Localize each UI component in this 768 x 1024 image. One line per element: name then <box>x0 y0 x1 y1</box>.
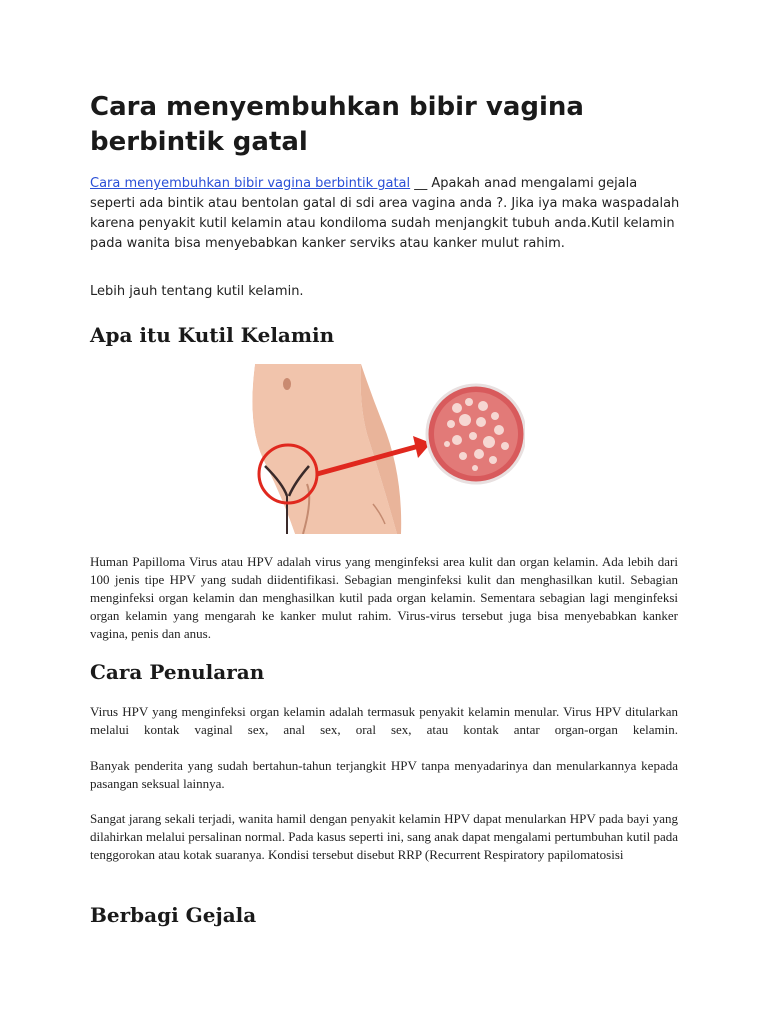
illustration-figure <box>243 364 525 534</box>
paragraph-penularan-1a: Virus HPV yang menginfeksi organ kelamin adalah termasuk penyakit kelamin menular. Virus HPV ditularkan melalui kontak vaginal sex, anal sex, oral sex, atau kontak antar organ-organ kelamin. <box>90 704 678 737</box>
paragraph-penularan-1b: Banyak penderita yang sudah bertahun-tahun terjangkit HPV tanpa menyadarinya dan menularkannya kepada pasangan seksual lainnya. <box>90 758 678 791</box>
intro-text: __ Apakah anad mengalami gejala seperti ada bintik atau bentolan gatal di sdi area vagina anda ?. Jika iya maka waspadalah karena penyakit kutil kelamin atau kondiloma sudah menjangkit tubuh anda.Kutil kelamin pada wanita bisa menyebabkan kanker serviks atau kanker mulut rahim. <box>90 176 680 251</box>
paragraph-kutil: Human Papilloma Virus atau HPV adalah virus yang menginfeksi area kulit dan organ kelamin. Ada lebih dari 100 jenis tipe HPV yang sudah diidentifikasi. Sebagian menginfeksi kulit dan menghasilkan kutil. Sebagian menginfeksi organ kelamin dan menghasilkan kutil pada organ kelamin. Sementara sebagian lagi menginfeksi organ kelamin yang mengarah ke kanker mulut rahim. Virus-virus tersebut juga bisa menyebabkan kanker vagina, penis dan anus. <box>90 554 678 641</box>
intro-link[interactable]: Cara menyembuhkan bibir vagina berbintik gatal <box>90 176 411 191</box>
heading-penularan: Cara Penularan <box>90 660 265 684</box>
navel <box>283 378 291 390</box>
page-title: Cara menyembuhkan bibir vagina berbintik gatal <box>90 92 584 157</box>
heading-kutil: Apa itu Kutil Kelamin <box>90 323 335 347</box>
paragraph-penularan-2: Sangat jarang sekali terjadi, wanita hamil dengan penyakit kelamin HPV dapat menularkan HPV pada bayi yang dilahirkan melalui persalinan normal. Pada kasus seperti ini, sang anak dapat mengalami pertumbuhan kutil pada tenggorokan atau kotak suaranya. Kondisi tersebut disebut RRP (Recurrent Respiratory papilomatosisi <box>90 811 678 862</box>
heading-gejala: Berbagi Gejala <box>90 903 257 927</box>
more-text: Lebih jauh tentang kutil kelamin. <box>90 284 304 299</box>
anatomy-illustration <box>243 364 525 534</box>
intro-paragraph <box>90 174 680 254</box>
